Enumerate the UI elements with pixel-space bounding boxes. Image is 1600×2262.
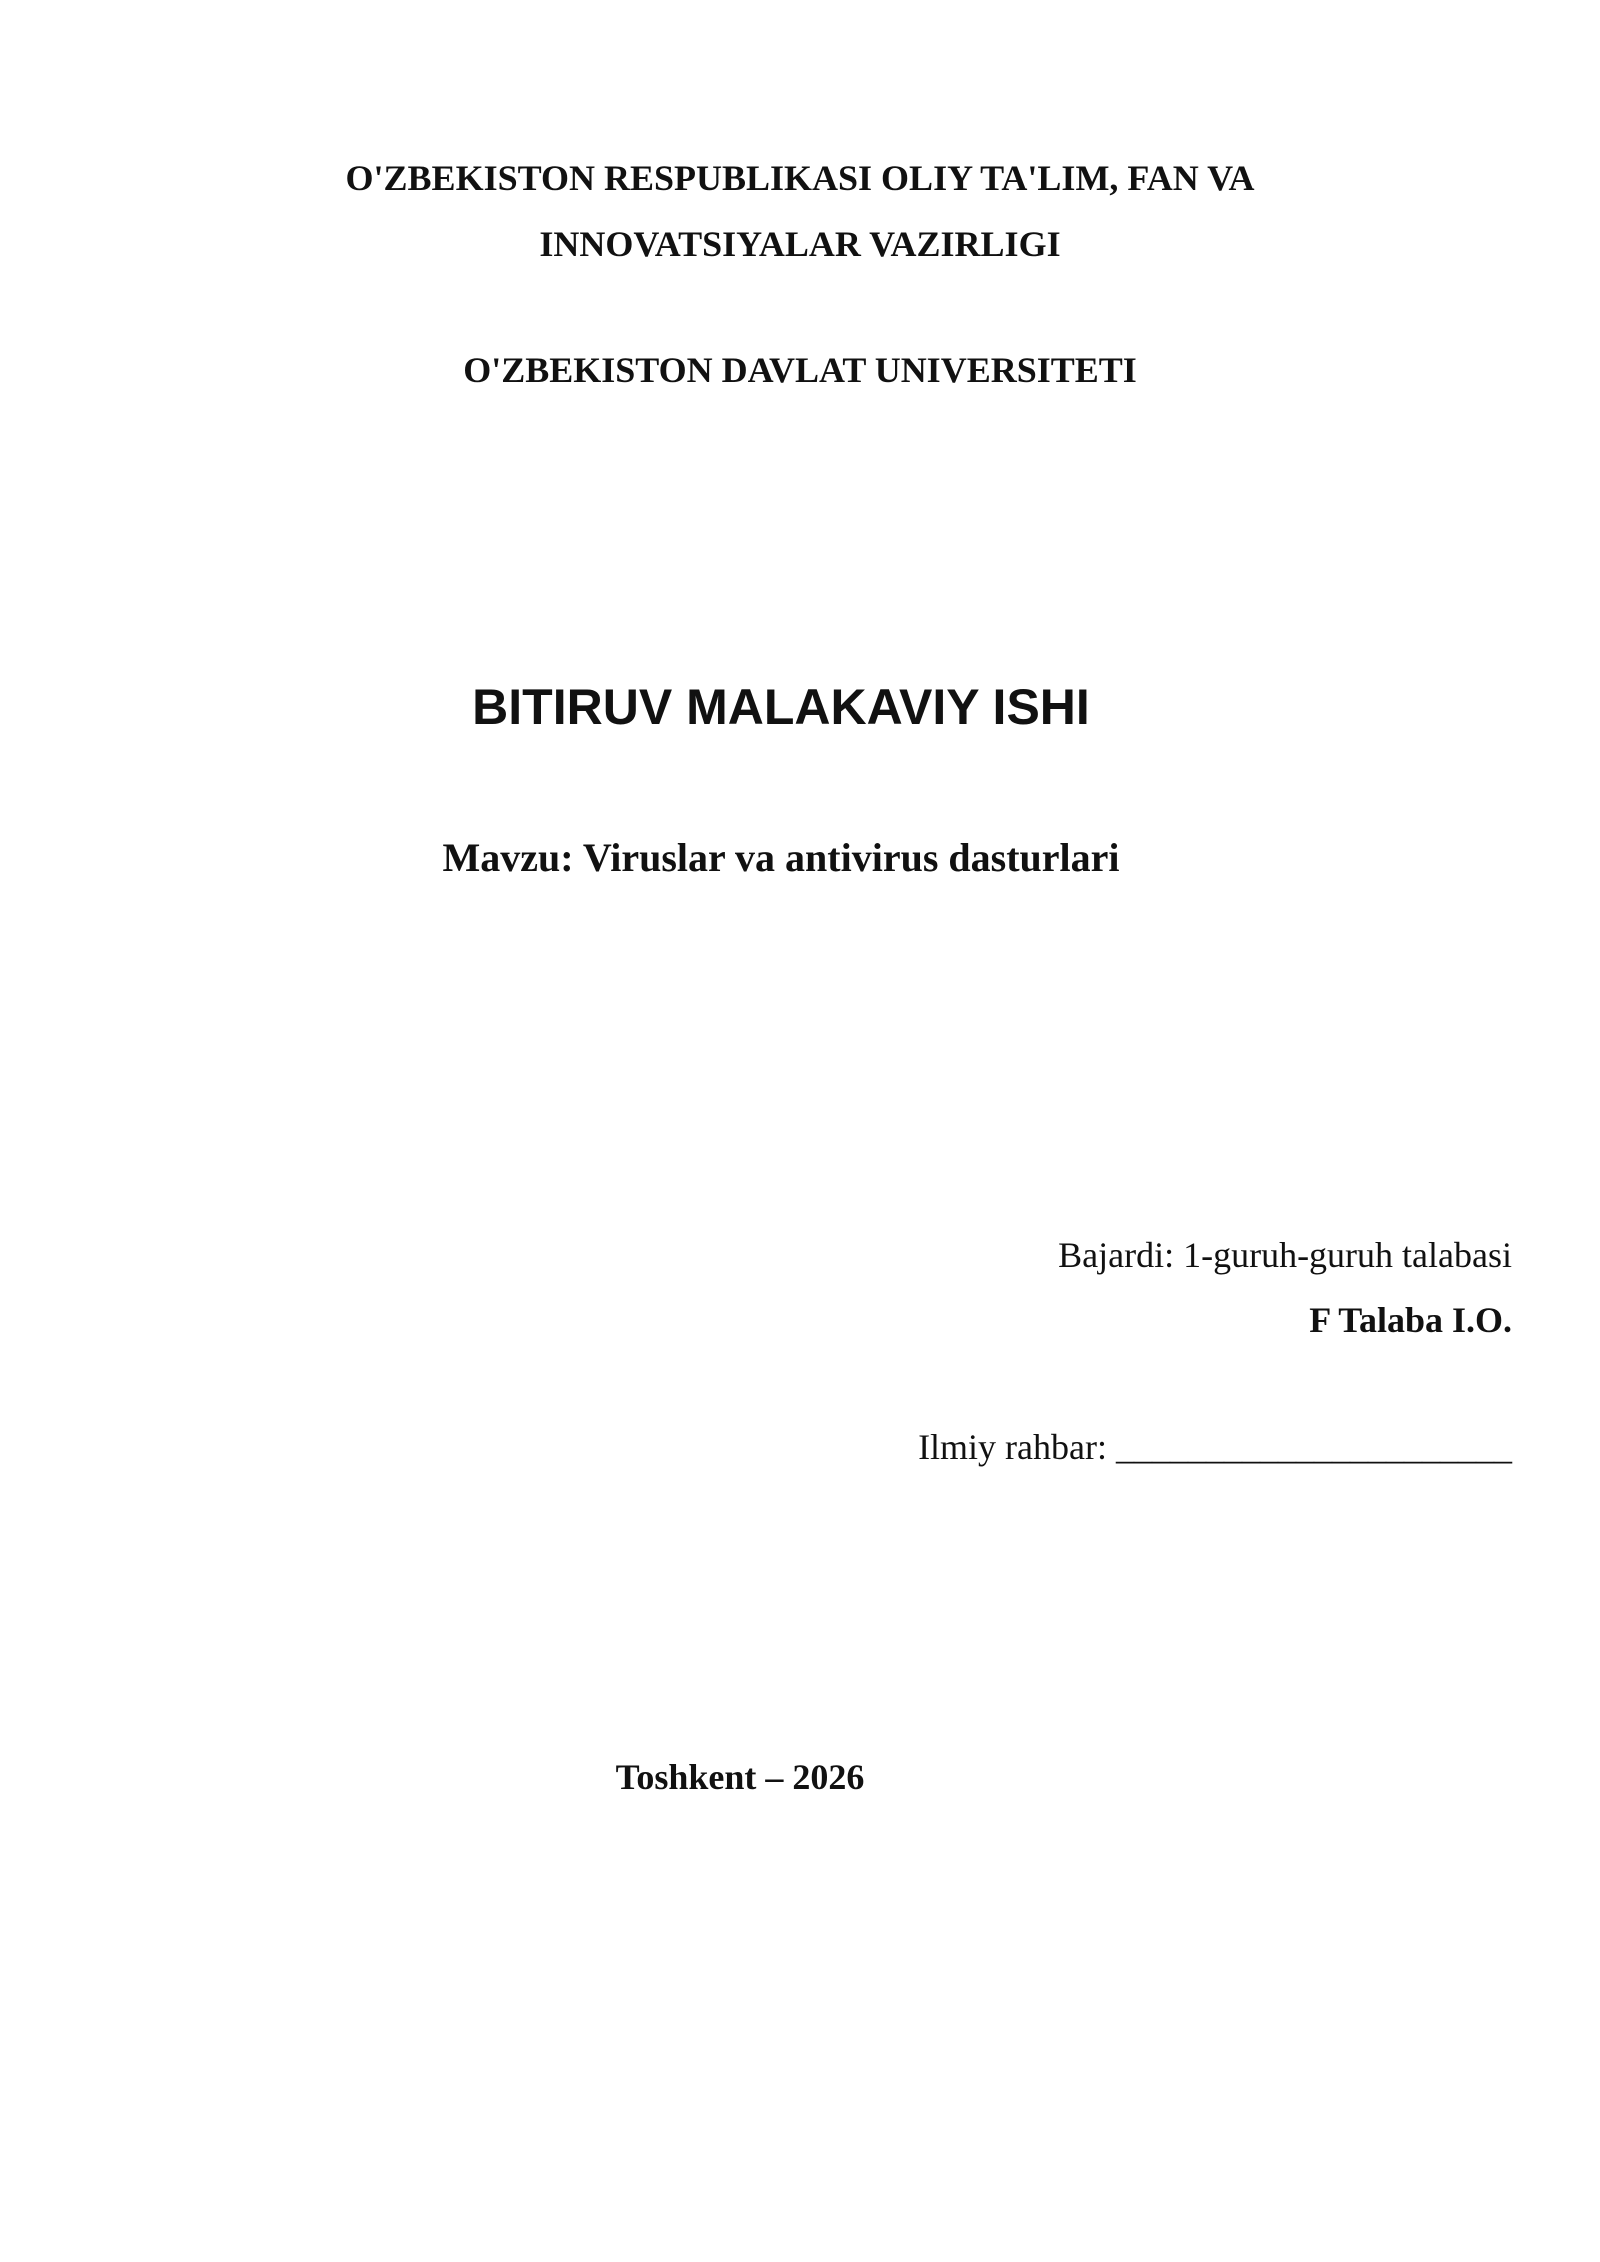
thesis-topic: Mavzu: Viruslar va antivirus dasturlari: [442, 835, 1120, 880]
document-title: BITIRUV MALAKAVIY ISHI: [472, 679, 1090, 735]
student-name: F Talaba I.O.: [1309, 1300, 1512, 1340]
performer-line: Bajardi: 1-guruh-guruh talabasi: [1058, 1235, 1512, 1275]
ministry-line-2: INNOVATSIYALAR VAZIRLIGI: [539, 224, 1061, 264]
city-year: Toshkent – 2026: [615, 1757, 865, 1797]
university-name: O'ZBEKISTON DAVLAT UNIVERSITETI: [463, 350, 1137, 390]
supervisor-line: Ilmiy rahbar: ______________________: [918, 1427, 1512, 1467]
ministry-line-1: O'ZBEKISTON RESPUBLIKASI OLIY TA'LIM, FAN VA: [345, 158, 1255, 198]
ministry-heading: [0, 145, 1600, 277]
